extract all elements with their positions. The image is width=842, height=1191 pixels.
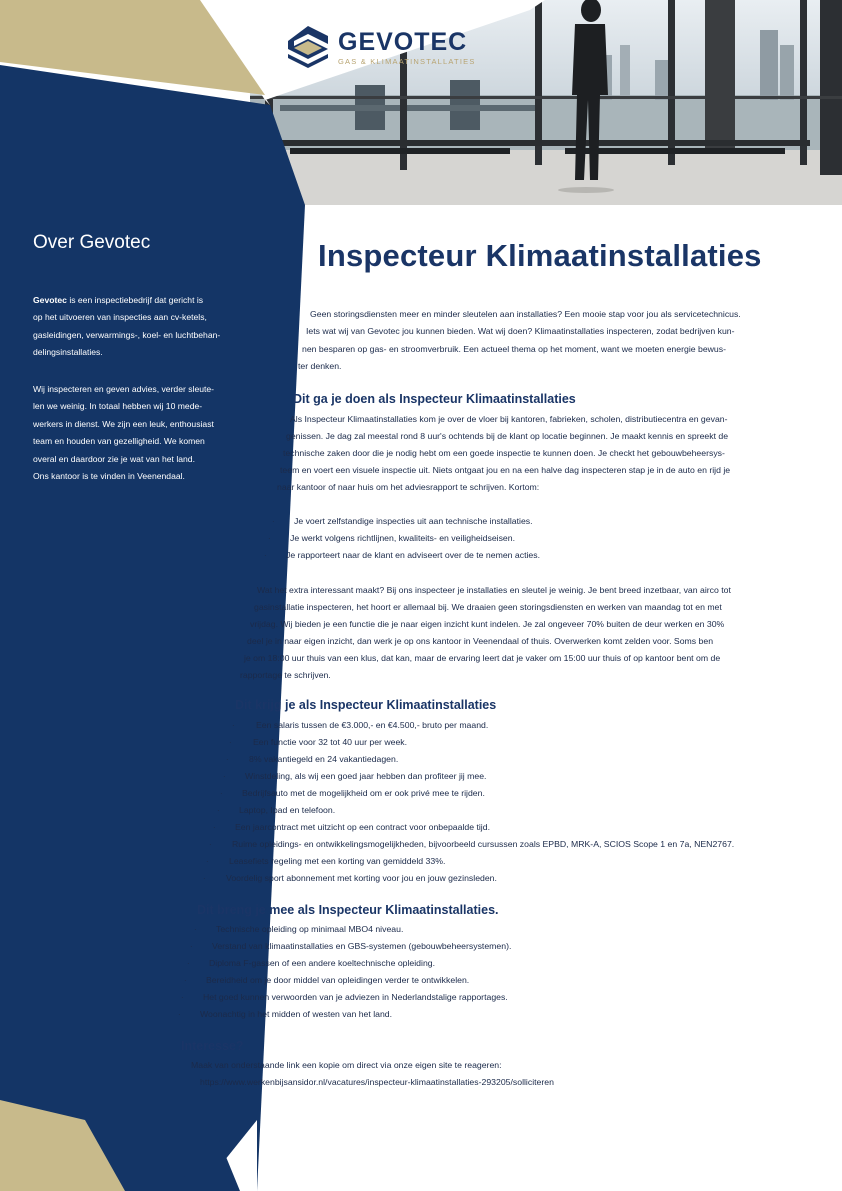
section1-bullet: Je werkt volgens richtlijnen, kwaliteits- en veiligheidseisen.	[290, 533, 516, 543]
page-title: Inspecteur Klimaatinstallaties	[318, 238, 762, 273]
intro-line: nen besparen op gas- en stroomverbruik. Een actueel thema op het moment, want we moeten energie bewus-	[302, 344, 726, 354]
section3-bullet: Verstand van klimaatinstallaties en GBS-systemen (gebouwbeheersystemen).	[212, 941, 512, 951]
logo-s-icon	[286, 24, 330, 68]
section2-bullet: Laptop, Ipad en telefoon.	[239, 805, 336, 815]
logo-name: GEVOTEC	[338, 28, 468, 56]
section1-extra-line: vrijdag. Wij bieden je een functie die je naar eigen inzicht kunt indelen. Je zal ongeveer 70% buiten de deur werken en 30%	[250, 619, 725, 629]
section3-bullet: Technische opleiding op minimaal MBO4 niveau.	[216, 924, 404, 934]
application-link[interactable]: https://www.werkenbijsansidor.nl/vacatures/inspecteur-klimaatinstallaties-293205/solliciteren	[200, 1077, 554, 1087]
bullet-dot: ·	[268, 534, 271, 543]
company-logo	[286, 22, 486, 72]
sidebar-line: Wij inspecteren en geven advies, verder sleute-	[33, 384, 215, 394]
bullet-dot: ·	[206, 857, 209, 866]
section1-extra-line: Wat het extra interessant maakt? Bij ons inspecteer je installaties en sleutel je weinig. Je bent breed inzetbaar, van airco tot	[257, 585, 731, 595]
section2-bullet: Leasefiets regeling met een korting van gemiddeld 33%.	[229, 856, 446, 866]
section2-bullet: Ruime opleidings- en ontwikkelingsmogelijkheden, bijvoorbeeld cursussen zoals EPBD, MRK-A, SCIOS Scope 1 en 7a, NEN2767.	[232, 839, 735, 849]
bullet-dot: ·	[217, 806, 220, 815]
section3-bullet: Bereidheid om je door middel van opleidingen verder te ontwikkelen.	[206, 975, 470, 985]
sidebar-line: overal en daardoor zie je wat van het land.	[33, 453, 195, 464]
bullet-dot: ·	[232, 721, 235, 730]
bullet-dot: ·	[226, 755, 229, 764]
sidebar-bold-company: Gevotec	[33, 295, 67, 305]
section1-line: naar kantoor of naar huis om het adviesrapport te schrijven. Kortom:	[277, 482, 540, 492]
section1-line: technische zaken door die je nodig hebt om een goede inspectie te kunnen doen. Je checkt het gebouwbeheersys-	[283, 448, 725, 458]
bullet-dot: ·	[223, 772, 226, 781]
section1-bullet: Je rapporteert naar de klant en adviseert over de te nemen acties.	[286, 550, 541, 560]
bullet-dot: ·	[220, 789, 223, 798]
intro-line: Geen storingsdiensten meer en minder sleutelen aan installaties? Een mooie stap voor jou als servicetechnicus.	[310, 309, 741, 319]
sidebar-paragraph-2	[33, 381, 248, 485]
section-heading-krijg: Dit krijg je als Inspecteur Klimaatinstallaties	[235, 698, 497, 712]
intro-line: ter denken.	[298, 361, 342, 371]
section2-bullet: Winstdeling, als wij een goed jaar hebben dan profiteer jij mee.	[245, 771, 487, 781]
section3-bullet: Het goed kunnen verwoorden van je adviezen in Nederlandstalige rapportages.	[203, 992, 508, 1002]
section1-line: Als Inspecteur Klimaatinstallaties kom je over de vloer bij kantoren, fabrieken, scholen, distributiecentra en gevan-	[290, 414, 728, 424]
sidebar-title: Over Gevotec	[33, 232, 151, 253]
section1-extra-line: gasinstallatie inspecteren, het hoort er allemaal bij. We draaien geen storingsdiensten en werken van maandag tot en met	[254, 602, 722, 612]
section3-bullet: Woonachtig in het midden of westen van het land.	[200, 1009, 393, 1019]
bullet-dot: ·	[203, 874, 206, 883]
section1-extra-line: je om 18:00 uur thuis van een klus, dat kan, maar de ervaring leert dat je vaker om 15:00 uur thuis of op kantoor bent om de	[244, 653, 721, 663]
sidebar-line: op het uitvoeren van inspecties aan cv-ketels,	[33, 312, 207, 323]
sidebar-line: team en houden van gezelligheid. We komen	[33, 436, 205, 447]
logo-tagline: GAS & KLIMAATINSTALLATIES	[338, 57, 476, 66]
bullet-dot: ·	[213, 823, 216, 832]
bullet-dot: ·	[264, 551, 267, 560]
section1-extra-line: deel je in naar eigen inzicht, dan werk je op ons kantoor in Veenendaal of thuis. Overwerken komt zelden voor. Soms ben	[247, 636, 714, 646]
section3-bullet: Diploma F-gassen of een andere koeltechnische opleiding.	[209, 958, 436, 968]
section2-bullet: Voordelig sport abonnement met korting voor jou en jouw gezinsleden.	[226, 873, 497, 883]
bullet-dot: ·	[178, 1010, 181, 1019]
section1-line: teem en voert een visuele inspectie uit. Niets ontgaat jou en na een halve dag inspecteren stap je in de auto en rijd je	[280, 465, 731, 475]
sidebar-line: gasleidingen, verwarmings-, koel- en luchtbehan-	[33, 329, 221, 340]
section1-line: genissen. Je dag zal meestal rond 8 uur's ochtends bij de klant op locatie beginnen. Je maakt kennis en spreekt de	[286, 431, 729, 441]
section1-bullet: Je voert zelfstandige inspecties uit aan technische installaties.	[294, 516, 533, 526]
sidebar-line: Ons kantoor is te vinden in Veenendaal.	[33, 471, 185, 482]
intro-line: Iets wat wij van Gevotec jou kunnen bieden. Wat wij doen? Klimaatinstallaties inspecteren, zodat bedrijven kun-	[306, 326, 735, 336]
bullet-dot: ·	[190, 942, 193, 951]
section1-extra-line: rapportage te schrijven.	[240, 670, 331, 680]
bullet-dot: ·	[272, 517, 275, 526]
sidebar-line: delingsinstallaties.	[33, 347, 103, 358]
bullet-dot: ·	[187, 959, 190, 968]
sidebar-line: is een inspectiebedrijf dat gericht is	[69, 295, 204, 305]
bullet-dot: ·	[194, 925, 197, 934]
section2-bullet: Een jaarcontract met uitzicht op een contract voor onbepaalde tijd.	[235, 822, 490, 832]
section2-bullet: Een functie voor 32 tot 40 uur per week.	[253, 737, 408, 747]
bullet-dot: ·	[184, 976, 187, 985]
bullet-dot: ·	[209, 840, 212, 849]
interesse-line: Maak van onderstaande link een kopie om direct via onze eigen site te reageren:	[191, 1060, 502, 1070]
bullet-dot: ·	[181, 993, 184, 1002]
section-heading-doen: Dit ga je doen als Inspecteur Klimaatinstallaties	[293, 392, 576, 406]
section-heading-interesse: Interesse?	[181, 1039, 244, 1053]
section2-bullet: 8% vakantiegeld en 24 vakantiedagen.	[249, 754, 399, 764]
sidebar-line: werkers in dienst. We zijn een leuk, enthousiast	[33, 418, 214, 429]
sidebar-paragraph-1	[33, 292, 248, 362]
bullet-dot: ·	[229, 738, 232, 747]
sidebar-line: len we weinig. In totaal hebben wij 10 mede-	[33, 401, 203, 412]
section2-bullet: Bedrijfsauto met de mogelijkheid om er ook privé mee te rijden.	[242, 788, 485, 798]
section2-bullet: Een salaris tussen de €3.000,- en €4.500,- bruto per maand.	[256, 720, 489, 730]
section-heading-breng: Dit breng je mee als Inspecteur Klimaatinstallaties.	[197, 903, 499, 917]
